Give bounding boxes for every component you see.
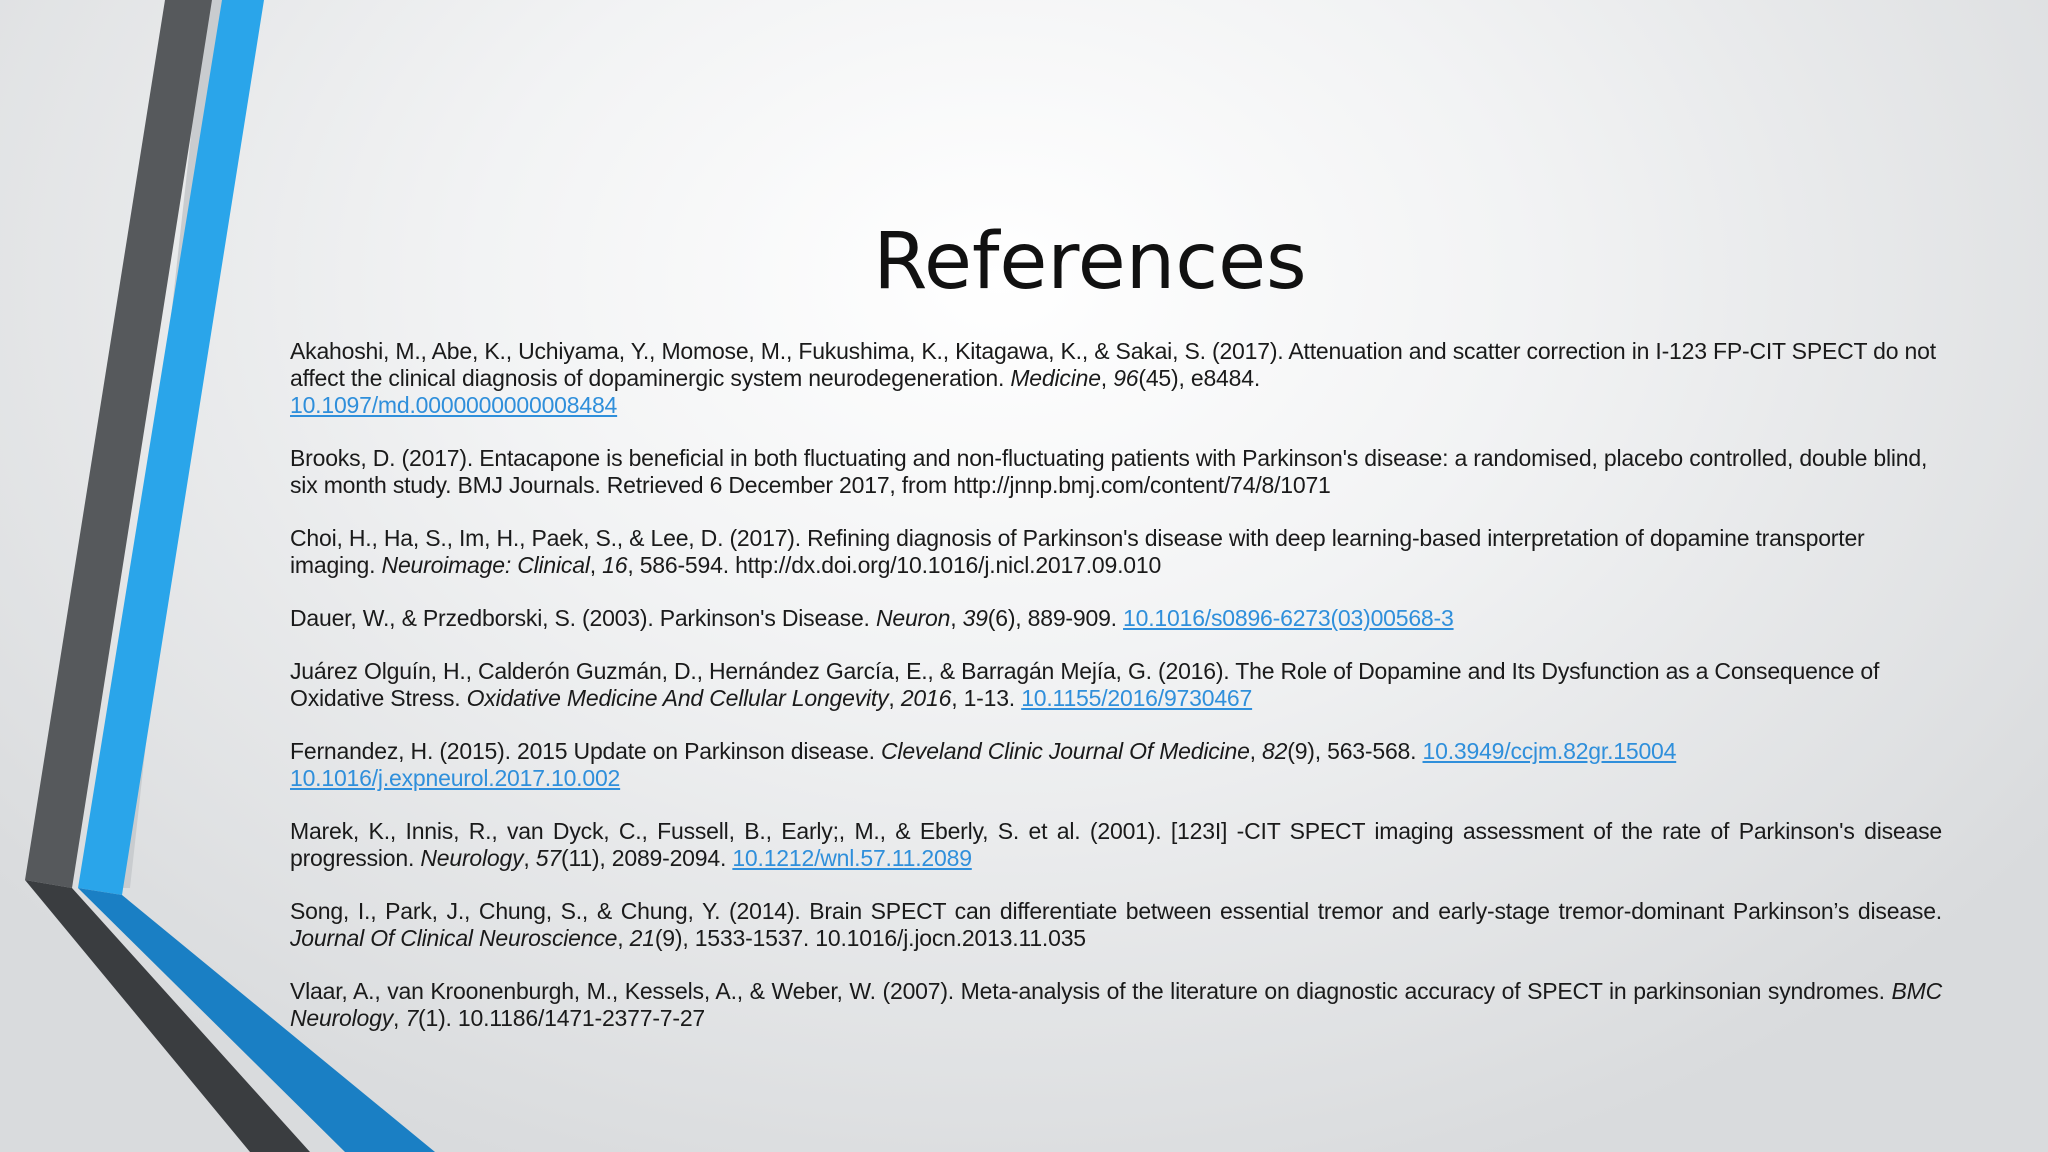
- reference-item: Brooks, D. (2017). Entacapone is beneficial in both fluctuating and non-fluctuating patients with Parkinson's disease: a randomised, placebo controlled, double blind, six month study. BMJ Journals. Retrieved 6 December 2017, from http://jnnp.bmj.com/content/74/8/1071: [290, 445, 1928, 498]
- volume: 82: [1262, 738, 1288, 764]
- volume: 57: [535, 845, 561, 871]
- reference-item: Akahoshi, M., Abe, K., Uchiyama, Y., Momose, M., Fukushima, K., Kitagawa, K., & Sakai, S. (2017). Attenuation and scatter correction in I-123 FP-CIT SPECT do not affect the clinical diagnosis of dopaminergic system neurodegeneration. Medicine, 96(45), e8484. 10.1097/md.0000000000008484: [290, 338, 1936, 418]
- reference-item: Song, I., Park, J., Chung, S., & Chung, Y. (2014). Brain SPECT can differentiate between essential tremor and early-stage tremor-dominant Parkinson’s disease. Journal Of Clinical Neuroscience, 21(9), 1533-1537. 10.1016/j.jocn.2013.11.035: [290, 898, 1942, 951]
- volume: 2016: [900, 685, 952, 711]
- doi-link[interactable]: 10.1155/2016/9730467: [1021, 685, 1253, 711]
- slide-title: References: [873, 217, 1307, 307]
- doi-link[interactable]: 10.1016/s0896-6273(03)00568-3: [1123, 605, 1454, 631]
- journal-name: Oxidative Medicine And Cellular Longevity: [466, 685, 889, 711]
- doi-link[interactable]: 10.3949/ccjm.82gr.15004: [1422, 738, 1677, 764]
- reference-item: Choi, H., Ha, S., Im, H., Paek, S., & Lee, D. (2017). Refining diagnosis of Parkinson's disease with deep learning-based interpretation of dopamine transporter imaging. Neuroimage: Clinical, 16, 586-594. http://dx.doi.org/10.1016/j.nicl.2017.09.010: [290, 525, 1865, 578]
- reference-item: Juárez Olguín, H., Calderón Guzmán, D., Hernández García, E., & Barragán Mejía, G. (2016). The Role of Dopamine and Its Dysfunction as a Consequence of Oxidative Stress. Oxidative Medicine And Cellular Longevity, 2016, 1-13. 10.1155/2016/9730467: [290, 658, 1880, 711]
- reference-list: [290, 338, 1942, 1058]
- reference-item: Dauer, W., & Przedborski, S. (2003). Parkinson's Disease. Neuron, 39(6), 889-909. 10.1016/s0896-6273(03)00568-3: [290, 605, 1454, 631]
- reference-item: Fernandez, H. (2015). 2015 Update on Parkinson disease. Cleveland Clinic Journal Of Medicine, 82(9), 563-568. 10.3949/ccjm.82gr.15004 10.1016/j.expneurol.2017.10.002: [290, 738, 1677, 791]
- journal-name: Cleveland Clinic Journal Of Medicine: [881, 738, 1250, 764]
- journal-name: Neuroimage: Clinical: [381, 552, 590, 578]
- volume: 96: [1113, 365, 1139, 391]
- journal-name: Neuron: [875, 605, 951, 631]
- volume: 16: [602, 552, 628, 578]
- volume: 7: [405, 1005, 419, 1031]
- journal-name: Medicine: [1010, 365, 1101, 391]
- doi-link[interactable]: 10.1016/j.expneurol.2017.10.002: [290, 765, 621, 791]
- journal-name: BMC Neurology: [290, 978, 1942, 1031]
- volume: 21: [629, 925, 655, 951]
- journal-name: Neurology: [420, 845, 524, 871]
- journal-name: Journal Of Clinical Neuroscience: [290, 925, 618, 951]
- volume: 39: [962, 605, 988, 631]
- doi-link[interactable]: 10.1212/wnl.57.11.2089: [732, 845, 972, 871]
- reference-item: Vlaar, A., van Kroonenburgh, M., Kessels, A., & Weber, W. (2007). Meta-analysis of the literature on diagnostic accuracy of SPECT in parkinsonian syndromes. BMC Neurology, 7(1). 10.1186/1471-2377-7-27: [290, 978, 1942, 1031]
- doi-link[interactable]: 10.1097/md.0000000000008484: [290, 392, 618, 418]
- reference-item: Marek, K., Innis, R., van Dyck, C., Fussell, B., Early;, M., & Eberly, S. et al. (2001). [123I] -CIT SPECT imaging assessment of the rate of Parkinson's disease progression. Neurology, 57(11), 2089-2094. 10.1212/wnl.57.11.2089: [290, 818, 1942, 871]
